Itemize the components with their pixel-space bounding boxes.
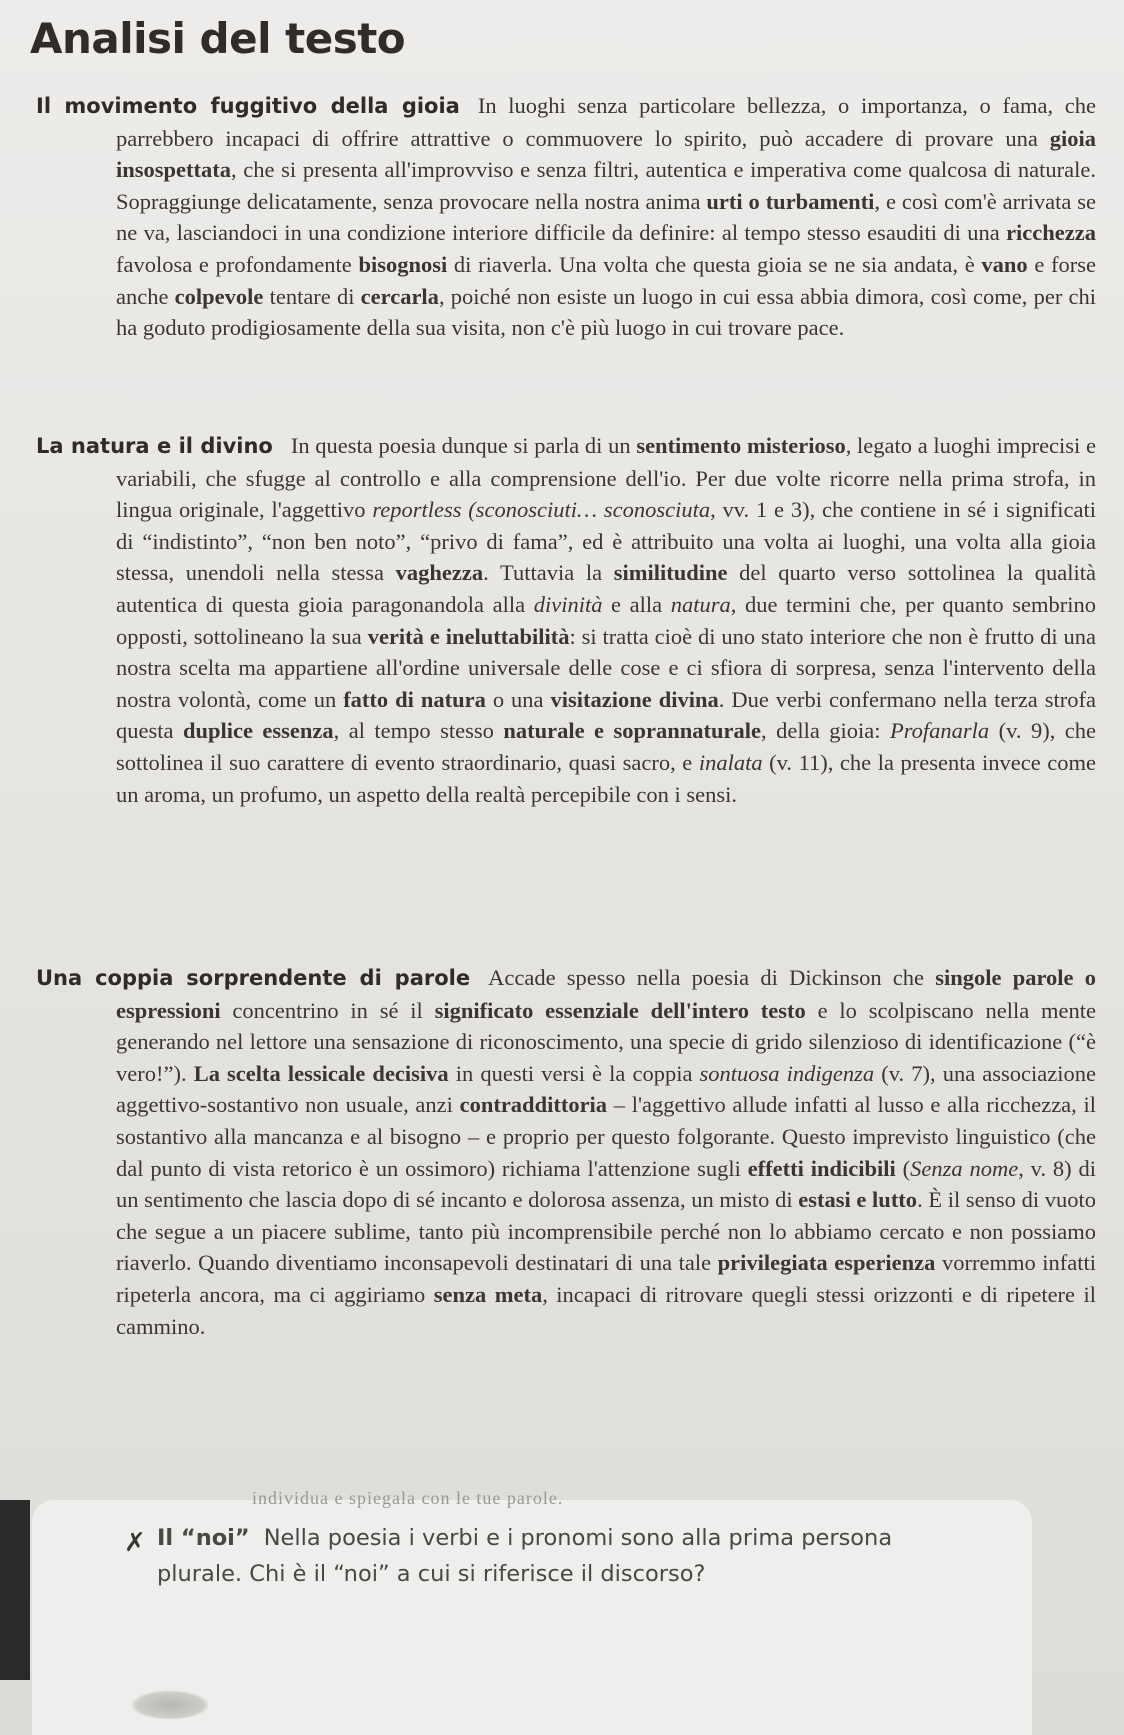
italic-phrase: reportless (sconosciuti… sconosciuta [372,497,711,523]
page-edge-shadow [0,1500,30,1680]
text-run: (v. 7), una associazione aggettivo-sostantivo non usuale, anzi [116,1060,1097,1118]
text-run: , della gioia: [761,718,890,744]
text-run: , due termini che, per quanto sembrino opposti, sottolineano la sua [116,591,1096,649]
italic-phrase: Profanarla [889,718,990,744]
bold-phrase: similitudine [613,560,728,586]
bold-phrase: colpevole [174,283,264,309]
section-movimento-fuggitivo [36,90,1096,344]
bold-phrase: significato essenziale dell'intero testo [434,997,806,1023]
text-run: vorremmo infatti ripeterla ancora, ma ci aggiriamo [116,1250,1096,1307]
text-run: concentrino in sé il [220,997,435,1023]
italic-phrase: divinità [533,591,603,617]
text-run: ( [895,1155,911,1181]
activity-text: Nella poesia i verbi e i pronomi sono alla prima persona plurale. Chi è il “noi” a cui si riferisce il discorso? [157,1525,893,1587]
bold-phrase: visitazione divina [550,686,719,712]
section-heading: Una coppia sorprendente di parole [36,966,471,990]
bold-phrase: estasi e lutto [798,1187,918,1213]
section-paragraph [36,430,1096,810]
text-run: , che si presenta all'improvviso e senza filtri, autentica e imperativa come qualcosa di naturale. Sopraggiunge delicatamente, senza provocare nella nostra anima [116,157,1096,214]
text-run: tentare di [263,283,361,309]
text-run: : si tratta cioè di uno stato interiore che non è frutto di una nostra scelta ma appartiene all'ordine universale delle cose e ci sfiora di sorpresa, senza l'intervento della nostra volontà, come un [116,623,1096,712]
text-run: In questa poesia dunque si parla di un [290,433,637,458]
section-body [116,433,1096,807]
italic-phrase: inalata [698,749,763,775]
text-run: . Tuttavia la [483,560,614,586]
section-body [116,965,1096,1339]
text-run: (v. 11), che la presenta invece come un aroma, un profumo, un aspetto della realtà percepibile con i sensi. [116,749,1096,807]
text-run: del quarto verso sottolinea la qualità autentica di questa gioia paragonandola alla [116,560,1097,617]
section-paragraph [36,90,1096,344]
page-title: Analisi del testo [30,14,406,63]
bold-phrase: vaghezza [395,560,484,586]
text-run: , poiché non esiste un luogo in cui essa abbia dimora, così come, per chi ha goduto prodigiosamente della sua visita, non c'è più luogo in cui trovare pace. [116,283,1096,341]
italic-phrase: sontuosa indigenza [699,1060,875,1086]
bold-phrase: singole parole o espressioni [116,965,1096,1023]
text-run: (v. 9), che sottolinea il suo carattere di evento straordinario, quasi sacro, e [116,718,1097,775]
bold-phrase: La scelta lessicale decisiva [193,1060,449,1086]
text-run: , v. 8) di un sentimento che lascia dopo di sé incanto e dolorosa assenza, un misto di [116,1155,1096,1213]
bold-phrase: ricchezza [1006,220,1096,246]
text-run: Accade spesso nella poesia di Dickinson che [488,965,936,990]
section-heading: Il movimento fuggitivo della gioia [36,94,460,118]
cross-mark-icon: ✗ [124,1528,146,1558]
cut-off-text: individua e spiegala con le tue parole. [252,1488,564,1508]
text-run: in questi versi è la coppia [448,1060,700,1086]
bold-phrase: sentimento misterioso [636,433,846,458]
bold-phrase: privilegiata esperienza [717,1250,936,1276]
bold-phrase: bisognosi [358,251,448,277]
bold-phrase: verità e ineluttabilità [367,623,570,649]
bold-phrase: duplice essenza [182,718,334,744]
text-run: , vv. 1 e 3), che contiene in sé i significati di “indistinto”, “non ben noto”, “privo di fama”, ed è attribuito una volta ai luoghi, una volta alla gioia stessa, unendoli nella stessa [116,497,1096,586]
text-run: , e così com'è arrivata se ne va, lasciandoci in una condizione interiore difficile da definire: al tempo stesso esauditi di una [116,188,1096,246]
bold-phrase: cercarla [360,283,439,309]
activity-question [157,1520,917,1592]
italic-phrase: Senza nome [910,1155,1019,1181]
text-run: e lo scolpiscano nella mente generando nel lettore una sensazione di riconoscimento, una specie di grido silenzioso di identificazione (“è vero!”). [116,997,1096,1086]
text-run: e alla [602,591,671,617]
text-run: In luoghi senza particolare bellezza, o importanza, o fama, che parrebbero incapaci di offrire attrattive o commuovere lo spirito, può accadere di provare una [116,93,1096,151]
bold-phrase: naturale e soprannaturale [503,718,761,744]
italic-phrase: natura [670,591,731,617]
activity-heading: Il “noi” [157,1525,250,1551]
text-run: , al tempo stesso [333,718,504,744]
page-smudge [130,1690,210,1720]
section-coppia-parole [36,962,1096,1342]
section-natura-divino [36,430,1096,810]
text-run: . Due verbi confermano nella terza strofa questa [116,686,1096,744]
bold-phrase: urti o turbamenti [706,188,875,214]
text-run: , incapaci di ritrovare quegli stessi orizzonti e di ripetere il cammino. [116,1281,1097,1339]
bold-phrase: fatto di natura [343,686,486,712]
bold-phrase: senza meta [433,1281,543,1307]
text-run: , legato a luoghi imprecisi e variabili, che sfugge al controllo e alla comprensione dell'io. Per due volte ricorre nella prima strofa, in lingua originale, l'aggettivo [116,433,1096,523]
section-heading: La natura e il divino [36,434,273,458]
text-run: favolosa e profondamente [116,251,359,277]
bold-phrase: gioia insospettata [116,125,1096,183]
bold-phrase: contraddittoria [459,1092,608,1118]
bold-phrase: vano [981,251,1028,277]
section-body [116,93,1096,340]
text-run: – l'aggettivo allude infatti al lusso e alla ricchezza, il sostantivo alla mancanza e al bisogno – e proprio per questo folgorante. Questo imprevisto linguistico (che dal punto di vista retorico è un ossimoro) richiama l'attenzione sugli [116,1092,1096,1181]
text-run: . È il senso di vuoto che segue a un piacere sublime, tanto più incomprensibile perché non lo abbiamo cercato e non possiamo riaverlo. Quando diventiamo inconsapevoli destinatari di una tale [116,1187,1096,1276]
text-run: o una [485,686,551,712]
text-run: di riaverla. Una volta che questa gioia se ne sia andata, è [447,251,982,277]
bold-phrase: effetti indicibili [747,1155,896,1181]
text-run: e forse anche [116,251,1096,309]
section-paragraph [36,962,1096,1342]
